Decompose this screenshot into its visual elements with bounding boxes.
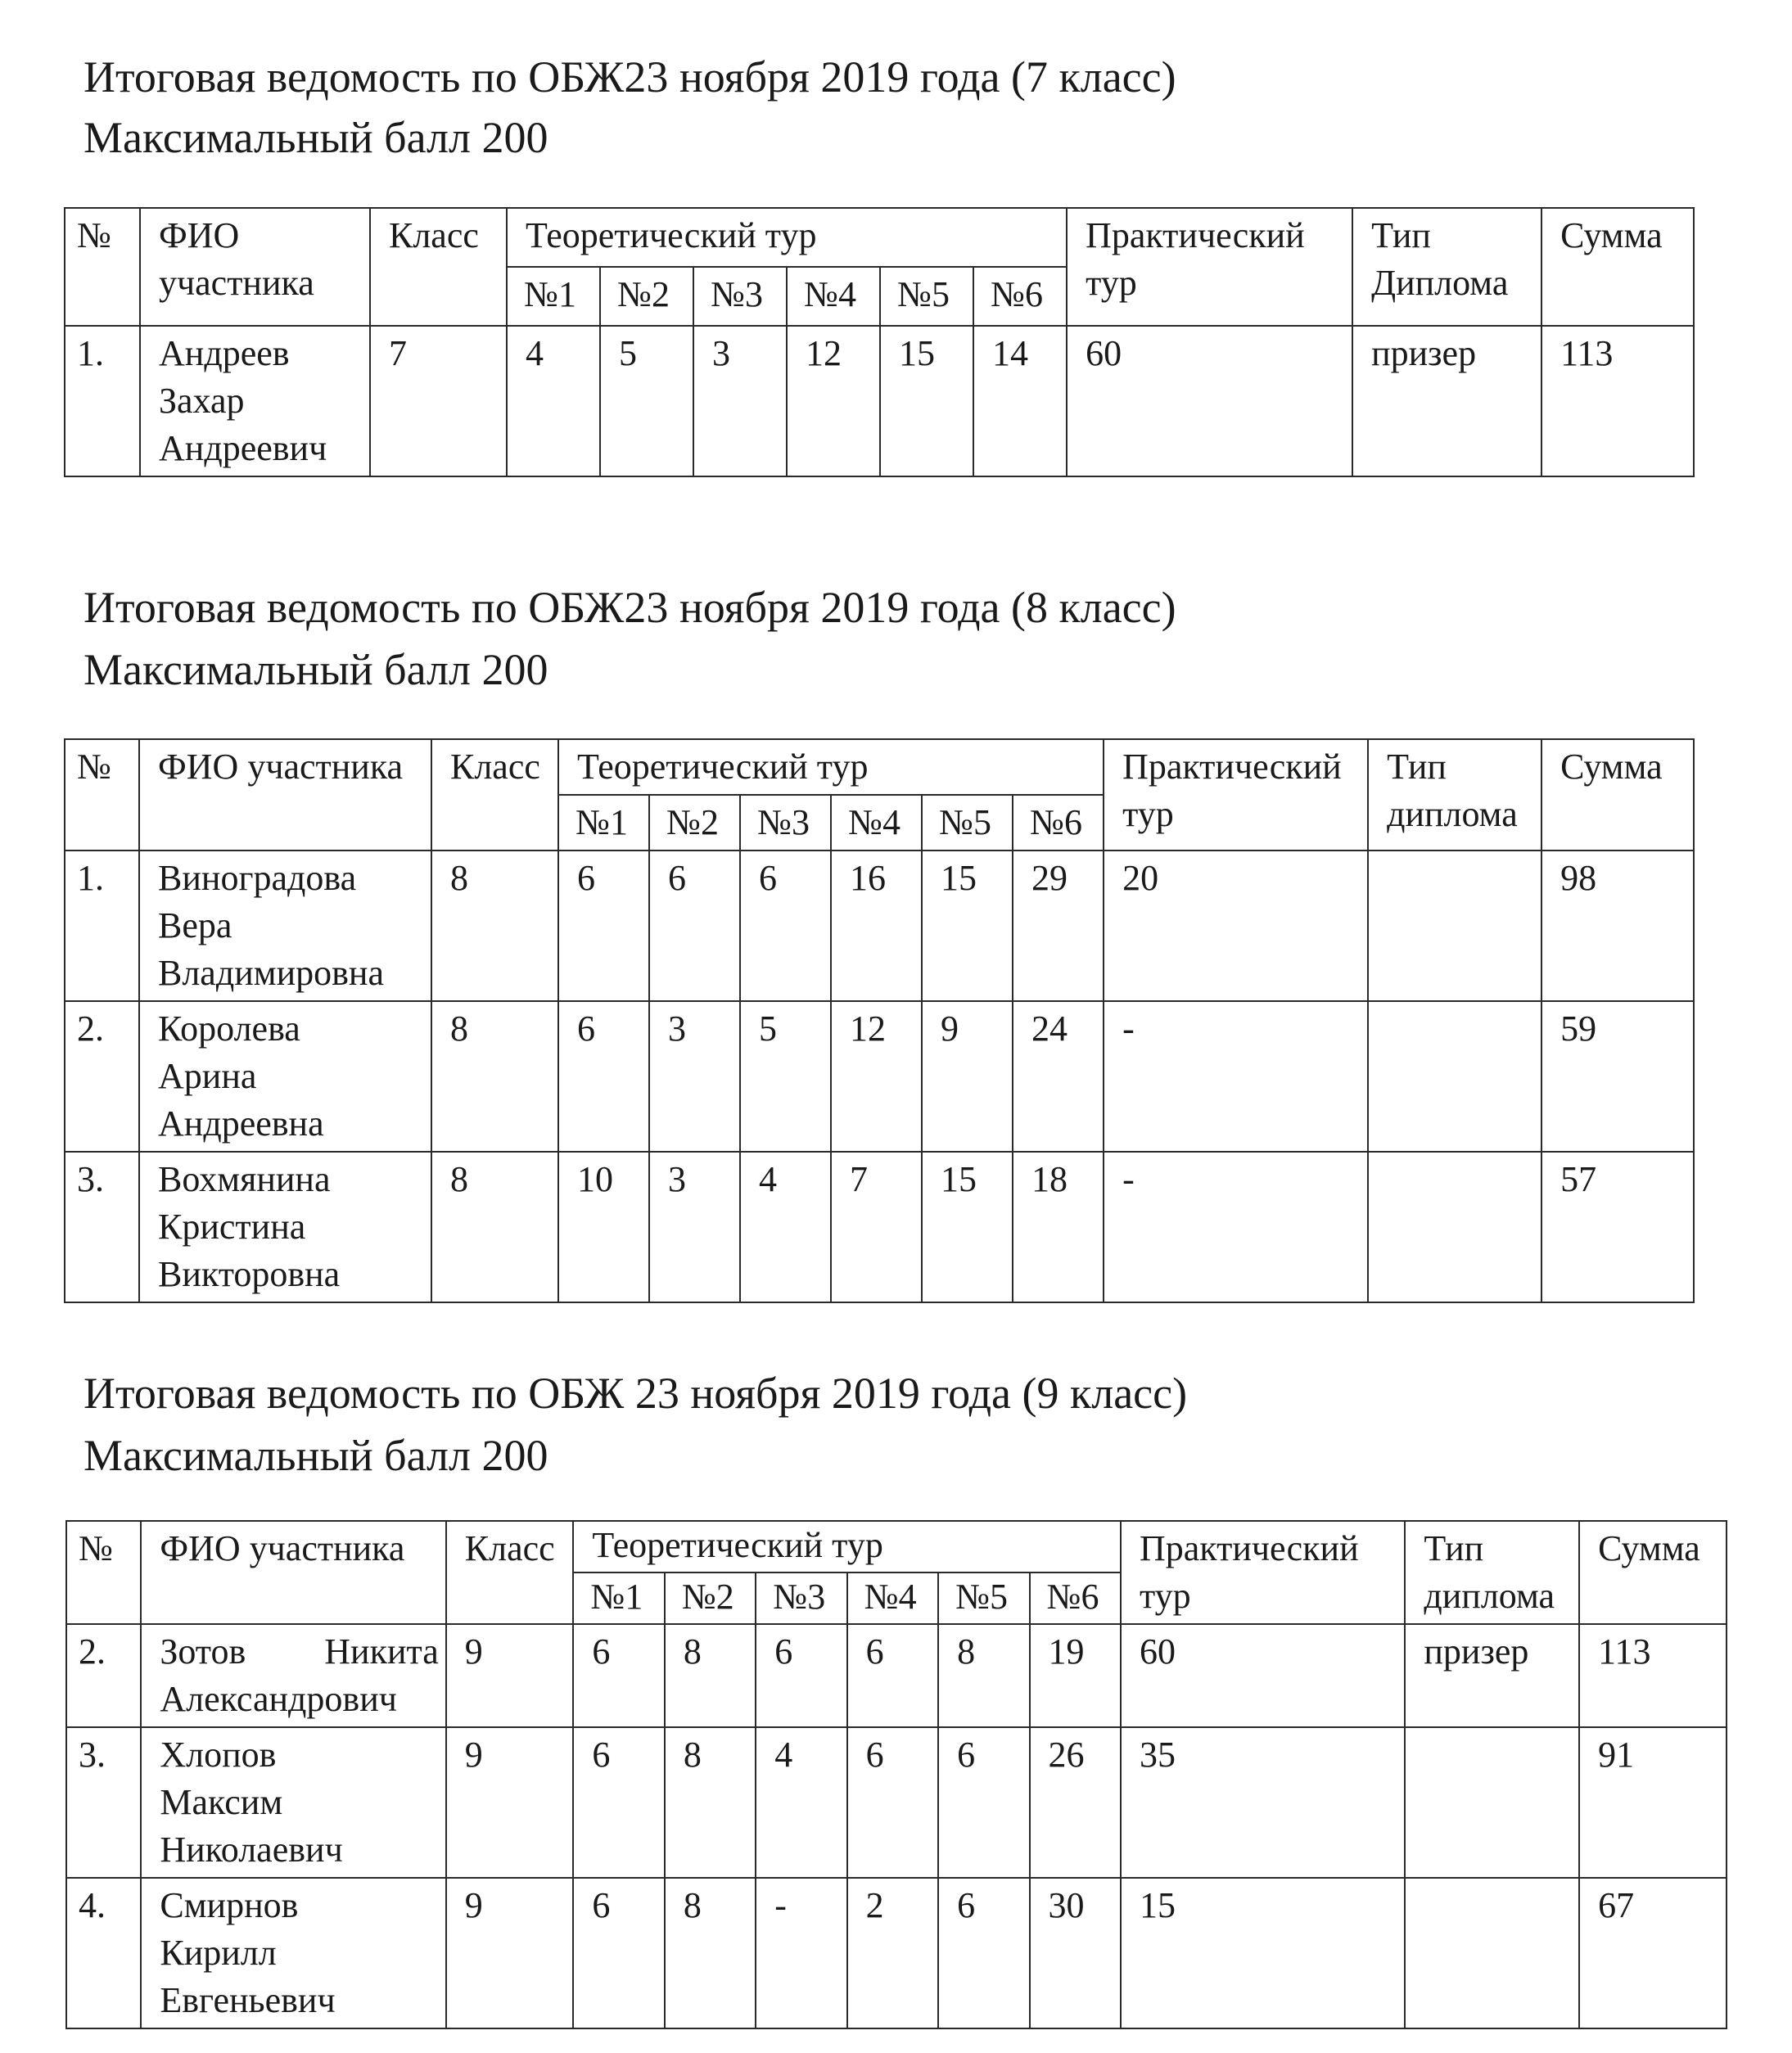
fio-line: Андреев: [159, 333, 290, 373]
row-score-1: 6: [573, 1624, 664, 1727]
row-diploma: [1405, 1878, 1579, 2028]
row-score-5: 6: [938, 1878, 1029, 2028]
header-class: Класс: [370, 208, 507, 326]
header-practice-line: тур: [1122, 794, 1174, 834]
row-score-1: 6: [573, 1727, 664, 1878]
header-sum: Сумма: [1541, 208, 1694, 326]
header-task-1: №1: [558, 795, 649, 851]
row-score-6: 26: [1030, 1727, 1121, 1878]
fio-line: Виноградова: [158, 858, 357, 898]
row-score-1: 4: [507, 326, 600, 476]
fio-line: Хлопов: [160, 1735, 277, 1775]
fio-line: Смирнов: [160, 1885, 299, 1925]
header-diploma-line: Тип: [1424, 1528, 1484, 1568]
row-sum: 98: [1541, 851, 1694, 1001]
row-score-5: 8: [938, 1624, 1029, 1727]
header-task-5: №5: [938, 1572, 1029, 1624]
row-practice: 60: [1121, 1624, 1405, 1727]
row-sum: 57: [1541, 1152, 1694, 1302]
row-score-3: 6: [756, 1624, 846, 1727]
row-class: 9: [446, 1878, 574, 2028]
header-task-6: №6: [1030, 1572, 1121, 1624]
section-title: Итоговая ведомость по ОБЖ23 ноября 2019 года (7 класс): [84, 52, 1176, 102]
fio-line: Николаевич: [160, 1830, 343, 1870]
header-task-5: №5: [880, 267, 973, 326]
header-fio: ФИО участника: [141, 1521, 445, 1624]
row-score-4: 6: [847, 1727, 938, 1878]
fio-line: Королева: [158, 1008, 300, 1049]
header-fio-line: участника: [159, 263, 314, 303]
section-title: Итоговая ведомость по ОБЖ 23 ноября 2019 года (9 класс): [84, 1369, 1188, 1418]
row-num: 1.: [65, 326, 140, 476]
row-fio: [141, 1878, 445, 2028]
header-diploma-line: диплома: [1387, 794, 1518, 834]
row-diploma: [1405, 1727, 1579, 1878]
row-score-4: 12: [787, 326, 880, 476]
row-score-3: -: [756, 1878, 846, 2028]
row-score-1: 6: [558, 851, 649, 1001]
fio-line: Вохмянина: [158, 1159, 331, 1199]
fio-line: Александрович: [160, 1679, 397, 1719]
row-score-6: 19: [1030, 1624, 1121, 1727]
row-score-4: 6: [847, 1624, 938, 1727]
row-score-4: 2: [847, 1878, 938, 2028]
header-fio: ФИО участника: [139, 739, 431, 851]
fio-line: Вера: [158, 905, 232, 945]
header-theory: Теоретический тур: [558, 739, 1104, 795]
row-score-6: 24: [1013, 1001, 1104, 1152]
header-diploma-line: диплома: [1424, 1576, 1555, 1616]
row-num: 3.: [66, 1727, 141, 1878]
header-class: Класс: [431, 739, 558, 851]
row-score-2: 8: [665, 1878, 756, 2028]
row-score-5: 15: [922, 1152, 1013, 1302]
section-subtitle: Максимальный балл 200: [84, 113, 548, 162]
header-task-5: №5: [922, 795, 1013, 851]
section-subtitle: Максимальный балл 200: [84, 1431, 548, 1480]
row-num: 2.: [66, 1624, 141, 1727]
header-diploma-line: Тип: [1387, 747, 1447, 787]
row-score-1: 10: [558, 1152, 649, 1302]
header-diploma-line: Диплома: [1371, 263, 1509, 303]
header-task-1: №1: [507, 267, 600, 326]
row-sum: 113: [1541, 326, 1694, 476]
header-task-4: №4: [847, 1572, 938, 1624]
section-title: Итоговая ведомость по ОБЖ23 ноября 2019 года (8 класс): [84, 583, 1176, 632]
row-score-6: 30: [1030, 1878, 1121, 2028]
row-diploma: призер: [1352, 326, 1541, 476]
row-score-1: 6: [558, 1001, 649, 1152]
row-num: 4.: [66, 1878, 141, 2028]
header-task-1: №1: [573, 1572, 664, 1624]
fio-line: Андреевна: [158, 1103, 324, 1144]
header-practice: [1121, 1521, 1405, 1624]
row-score-2: 3: [649, 1001, 740, 1152]
header-fio-line: ФИО: [159, 215, 240, 255]
row-num: 3.: [65, 1152, 139, 1302]
fio-line: Кирилл: [160, 1933, 277, 1973]
header-practice-line: Практический: [1139, 1528, 1359, 1568]
row-score-6: 14: [973, 326, 1067, 476]
section-subtitle: Максимальный балл 200: [84, 645, 548, 694]
row-score-2: 5: [600, 326, 693, 476]
row-score-5: 9: [922, 1001, 1013, 1152]
fio-line: Арина: [158, 1056, 257, 1096]
header-task-3: №3: [756, 1572, 846, 1624]
row-practice: -: [1104, 1001, 1368, 1152]
header-practice-line: тур: [1139, 1576, 1191, 1616]
header-task-3: №3: [740, 795, 831, 851]
row-practice: 20: [1104, 851, 1368, 1001]
row-practice: 35: [1121, 1727, 1405, 1878]
header-task-2: №2: [649, 795, 740, 851]
header-num: №: [66, 1521, 141, 1624]
fio-line: Зотов Никита: [160, 1631, 439, 1672]
row-fio: [141, 1727, 445, 1878]
fio-line: Захар: [159, 381, 245, 421]
header-diploma: [1405, 1521, 1579, 1624]
row-class: 8: [431, 851, 558, 1001]
header-num: №: [65, 208, 140, 326]
header-sum: Сумма: [1541, 739, 1694, 851]
row-score-3: 4: [756, 1727, 846, 1878]
row-score-5: 15: [880, 326, 973, 476]
row-score-3: 3: [693, 326, 787, 476]
fio-line: Кристина: [158, 1207, 306, 1247]
row-practice: 60: [1067, 326, 1352, 476]
row-score-4: 7: [831, 1152, 922, 1302]
row-sum: 59: [1541, 1001, 1694, 1152]
row-score-2: 8: [665, 1624, 756, 1727]
header-task-4: №4: [831, 795, 922, 851]
row-score-2: 8: [665, 1727, 756, 1878]
row-num: 2.: [65, 1001, 139, 1152]
row-practice: -: [1104, 1152, 1368, 1302]
row-sum: 67: [1579, 1878, 1727, 2028]
row-score-5: 6: [938, 1727, 1029, 1878]
table-row: [66, 1727, 1727, 1878]
row-score-2: 6: [649, 851, 740, 1001]
row-sum: 91: [1579, 1727, 1727, 1878]
row-class: 8: [431, 1001, 558, 1152]
results-table: [65, 1520, 1727, 2029]
row-score-6: 18: [1013, 1152, 1104, 1302]
row-score-1: 6: [573, 1878, 664, 2028]
header-task-6: №6: [1013, 795, 1104, 851]
table-row: [66, 1624, 1727, 1727]
row-diploma: призер: [1405, 1624, 1579, 1727]
fio-line: Андреевич: [159, 428, 327, 468]
row-sum: 113: [1579, 1624, 1727, 1727]
row-num: 1.: [65, 851, 139, 1001]
fio-line: Викторовна: [158, 1254, 341, 1294]
row-score-4: 12: [831, 1001, 922, 1152]
row-class: 9: [446, 1624, 574, 1727]
row-practice: 15: [1121, 1878, 1405, 2028]
header-class: Класс: [446, 1521, 574, 1624]
row-score-3: 6: [740, 851, 831, 1001]
header-sum: Сумма: [1579, 1521, 1727, 1624]
header-num: №: [65, 739, 139, 851]
row-score-4: 16: [831, 851, 922, 1001]
header-row: [66, 1521, 1727, 1572]
row-score-3: 4: [740, 1152, 831, 1302]
header-task-2: №2: [600, 267, 693, 326]
row-class: 7: [370, 326, 507, 476]
header-theory: Теоретический тур: [573, 1521, 1121, 1572]
row-fio: [141, 1624, 445, 1727]
row-score-2: 3: [649, 1152, 740, 1302]
row-class: 9: [446, 1727, 574, 1878]
fio-line: Максим: [160, 1782, 283, 1822]
header-practice-line: тур: [1086, 263, 1137, 303]
row-score-3: 5: [740, 1001, 831, 1152]
header-task-3: №3: [693, 267, 787, 326]
header-task-6: №6: [973, 267, 1067, 326]
row-class: 8: [431, 1152, 558, 1302]
header-theory: Теоретический тур: [507, 208, 1067, 267]
header-task-4: №4: [787, 267, 880, 326]
header-practice-line: Практический: [1122, 747, 1342, 787]
row-score-5: 15: [922, 851, 1013, 1001]
header-practice-line: Практический: [1086, 215, 1305, 255]
fio-line: Евгеньевич: [160, 1980, 336, 2020]
row-score-6: 29: [1013, 851, 1104, 1001]
fio-line: Владимировна: [158, 953, 385, 993]
header-task-2: №2: [665, 1572, 756, 1624]
table-row: [66, 1878, 1727, 2028]
header-diploma-line: Тип: [1371, 215, 1431, 255]
